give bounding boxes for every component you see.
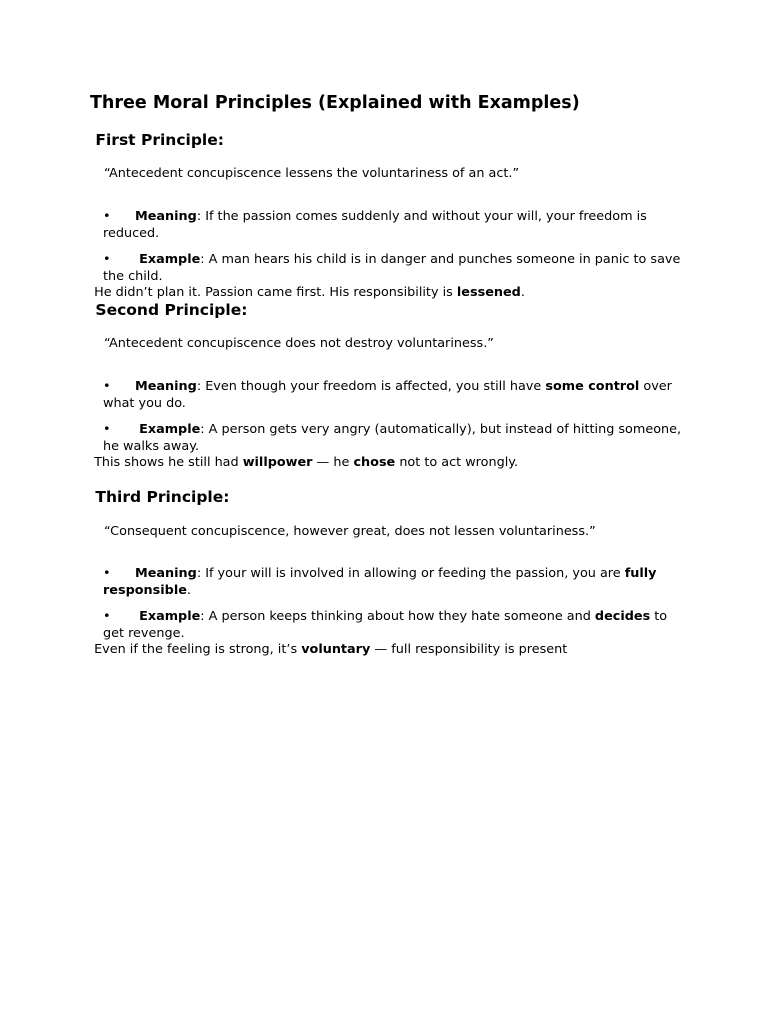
meaning-label: Meaning: [135, 566, 197, 581]
bullet-marker: •: [103, 252, 111, 267]
example-label: Example: [139, 422, 201, 437]
principle-note: [90, 454, 518, 471]
principle-note: [90, 284, 525, 301]
meaning-item: [103, 208, 683, 242]
note-text-end: — full responsibility is present: [370, 642, 568, 657]
section-heading-label: Second Principle:: [95, 301, 248, 319]
page-title: Three Moral Principles (Explained with Examples): [90, 93, 580, 113]
note-emphasis: voluntary: [301, 642, 371, 657]
meaning-text-end: .: [186, 583, 191, 598]
principle-quote: “Consequent concupiscence, however great, does not lessen voluntariness.”: [104, 524, 596, 539]
principle-note: [90, 641, 567, 658]
example-label: Example: [139, 252, 201, 267]
meaning-text: : Even though your freedom is affected, you still have: [196, 379, 546, 394]
bullet-marker: •: [103, 566, 111, 581]
note-text-mid: — he: [312, 455, 354, 470]
note-text: This shows he still had: [94, 455, 243, 470]
section-heading-label: First Principle:: [95, 131, 224, 149]
note-emphasis: lessened: [456, 285, 521, 300]
example-item: [103, 608, 683, 642]
bullet-marker: •: [103, 379, 111, 394]
note-text: He didn’t plan it. Passion came first. His responsibility is: [94, 285, 457, 300]
note-text: Even if the feeling is strong, it’s: [94, 642, 302, 657]
meaning-label: Meaning: [135, 209, 197, 224]
note-text-end: not to act wrongly.: [395, 455, 519, 470]
example-label: Example: [139, 609, 201, 624]
section-heading-third: [90, 487, 229, 507]
example-item: [103, 251, 683, 285]
note-emphasis: chose: [353, 455, 396, 470]
section-heading-first: [90, 130, 224, 150]
section-heading-label: Third Principle:: [95, 488, 230, 506]
note-emphasis: willpower: [242, 455, 313, 470]
meaning-emphasis: fully responsible: [103, 566, 657, 598]
meaning-text: : If your will is involved in allowing or feeding the passion, you are: [196, 566, 625, 581]
section-heading-second: [90, 300, 247, 320]
note-text-end: .: [520, 285, 525, 300]
example-emphasis: decides: [594, 609, 651, 624]
meaning-text-end: over what you do.: [103, 379, 672, 411]
example-item: [103, 421, 683, 455]
bullet-marker: •: [103, 609, 111, 624]
bullet-marker: •: [103, 209, 111, 224]
principle-quote: “Antecedent concupiscence lessens the voluntariness of an act.”: [104, 166, 520, 181]
meaning-item: [103, 378, 683, 412]
meaning-label: Meaning: [135, 379, 197, 394]
bullet-marker: •: [103, 422, 111, 437]
meaning-text: : If the passion comes suddenly and without your will, your freedom is reduced.: [103, 209, 647, 241]
example-text: : A person gets very angry (automatically), but instead of hitting someone, he walks away.: [103, 422, 682, 454]
example-text: : A man hears his child is in danger and punches someone in panic to save the child.: [103, 252, 681, 284]
meaning-item: [103, 565, 683, 599]
principle-quote: “Antecedent concupiscence does not destroy voluntariness.”: [104, 336, 494, 351]
example-text: : A person keeps thinking about how they hate someone and: [200, 609, 595, 624]
example-text-end: to get revenge.: [103, 609, 668, 641]
meaning-emphasis: some control: [545, 379, 640, 394]
